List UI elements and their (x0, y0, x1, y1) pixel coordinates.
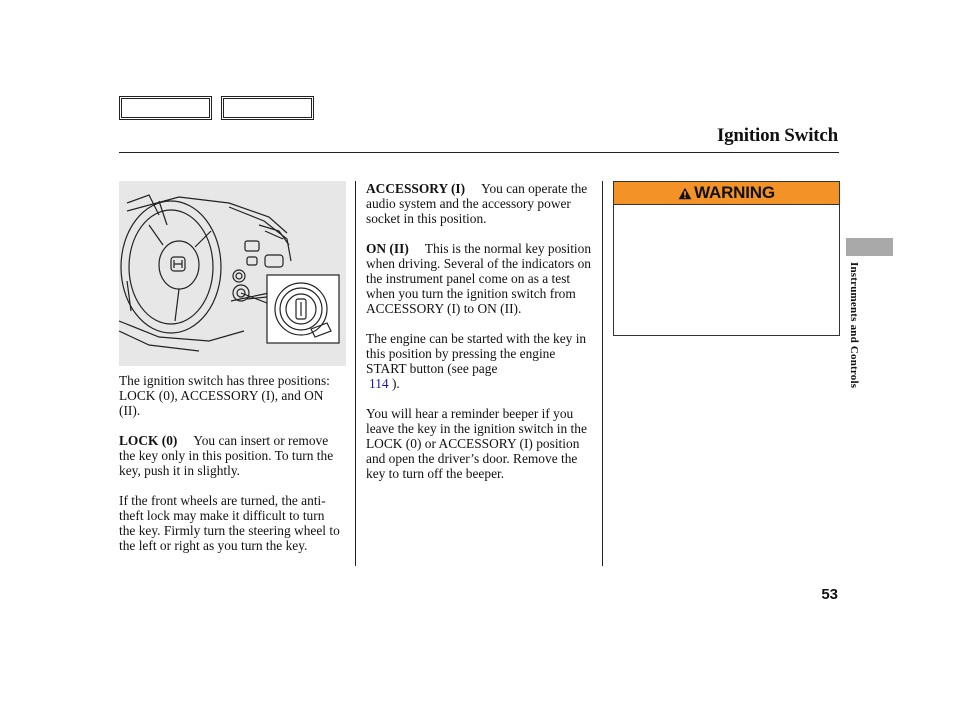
nav-button-1[interactable] (119, 96, 212, 120)
lock-text: You can insert or remove the key only in this position. To turn the key, push it in slightly. (119, 433, 334, 478)
accessory-term: ACCESSORY (I) (366, 181, 466, 196)
start-text-end: ). (391, 376, 400, 391)
page-number: 53 (821, 586, 838, 603)
warning-header (614, 182, 839, 205)
accessory-text: You can operate the audio system and the accessory power socket in this position. (366, 181, 588, 226)
lock-paragraph (119, 433, 343, 478)
on-paragraph (366, 241, 592, 316)
text-column-1 (119, 373, 343, 553)
start-text: The engine can be started with the key in this position by pressing the engine START button (see page (366, 331, 587, 376)
steering-wheel-ignition-icon (119, 181, 346, 366)
section-label: Instruments and Controls (848, 262, 860, 389)
text-column-2 (366, 181, 592, 481)
page-reference-link[interactable]: 114 (369, 376, 389, 391)
accessory-paragraph (366, 181, 592, 226)
title-divider (119, 152, 839, 153)
ignition-illustration (119, 181, 346, 366)
on-term: ON (II) (366, 241, 409, 256)
beeper-paragraph: You will hear a reminder beeper if you leave the key in the ignition switch in the LOCK (0) or ACCESSORY (I) position and open the driver’s door. Remove the key to turn off the beeper. (366, 406, 587, 481)
column-divider-1 (355, 181, 356, 566)
column-divider-2 (602, 181, 603, 566)
warning-box (613, 181, 840, 336)
on-text: This is the normal key position when driving. Several of the indicators on the instrument panel come on as a test when you turn the ignition switch from ACCESSORY (I) to ON (II). (366, 241, 592, 316)
nav-button-2[interactable] (221, 96, 314, 120)
lock-term: LOCK (0) (119, 433, 178, 448)
start-paragraph (366, 331, 592, 391)
intro-paragraph: The ignition switch has three positions: LOCK (0), ACCESSORY (I), and ON (II). (119, 373, 330, 418)
warning-label: WARNING (694, 183, 775, 202)
page-title: Ignition Switch (716, 125, 838, 146)
section-tab[interactable] (846, 238, 893, 256)
antitheft-paragraph: If the front wheels are turned, the anti-theft lock may make it difficult to turn the key. Firmly turn the steering wheel to the left or right as you turn the key. (119, 493, 340, 553)
warning-triangle-icon (678, 187, 692, 200)
